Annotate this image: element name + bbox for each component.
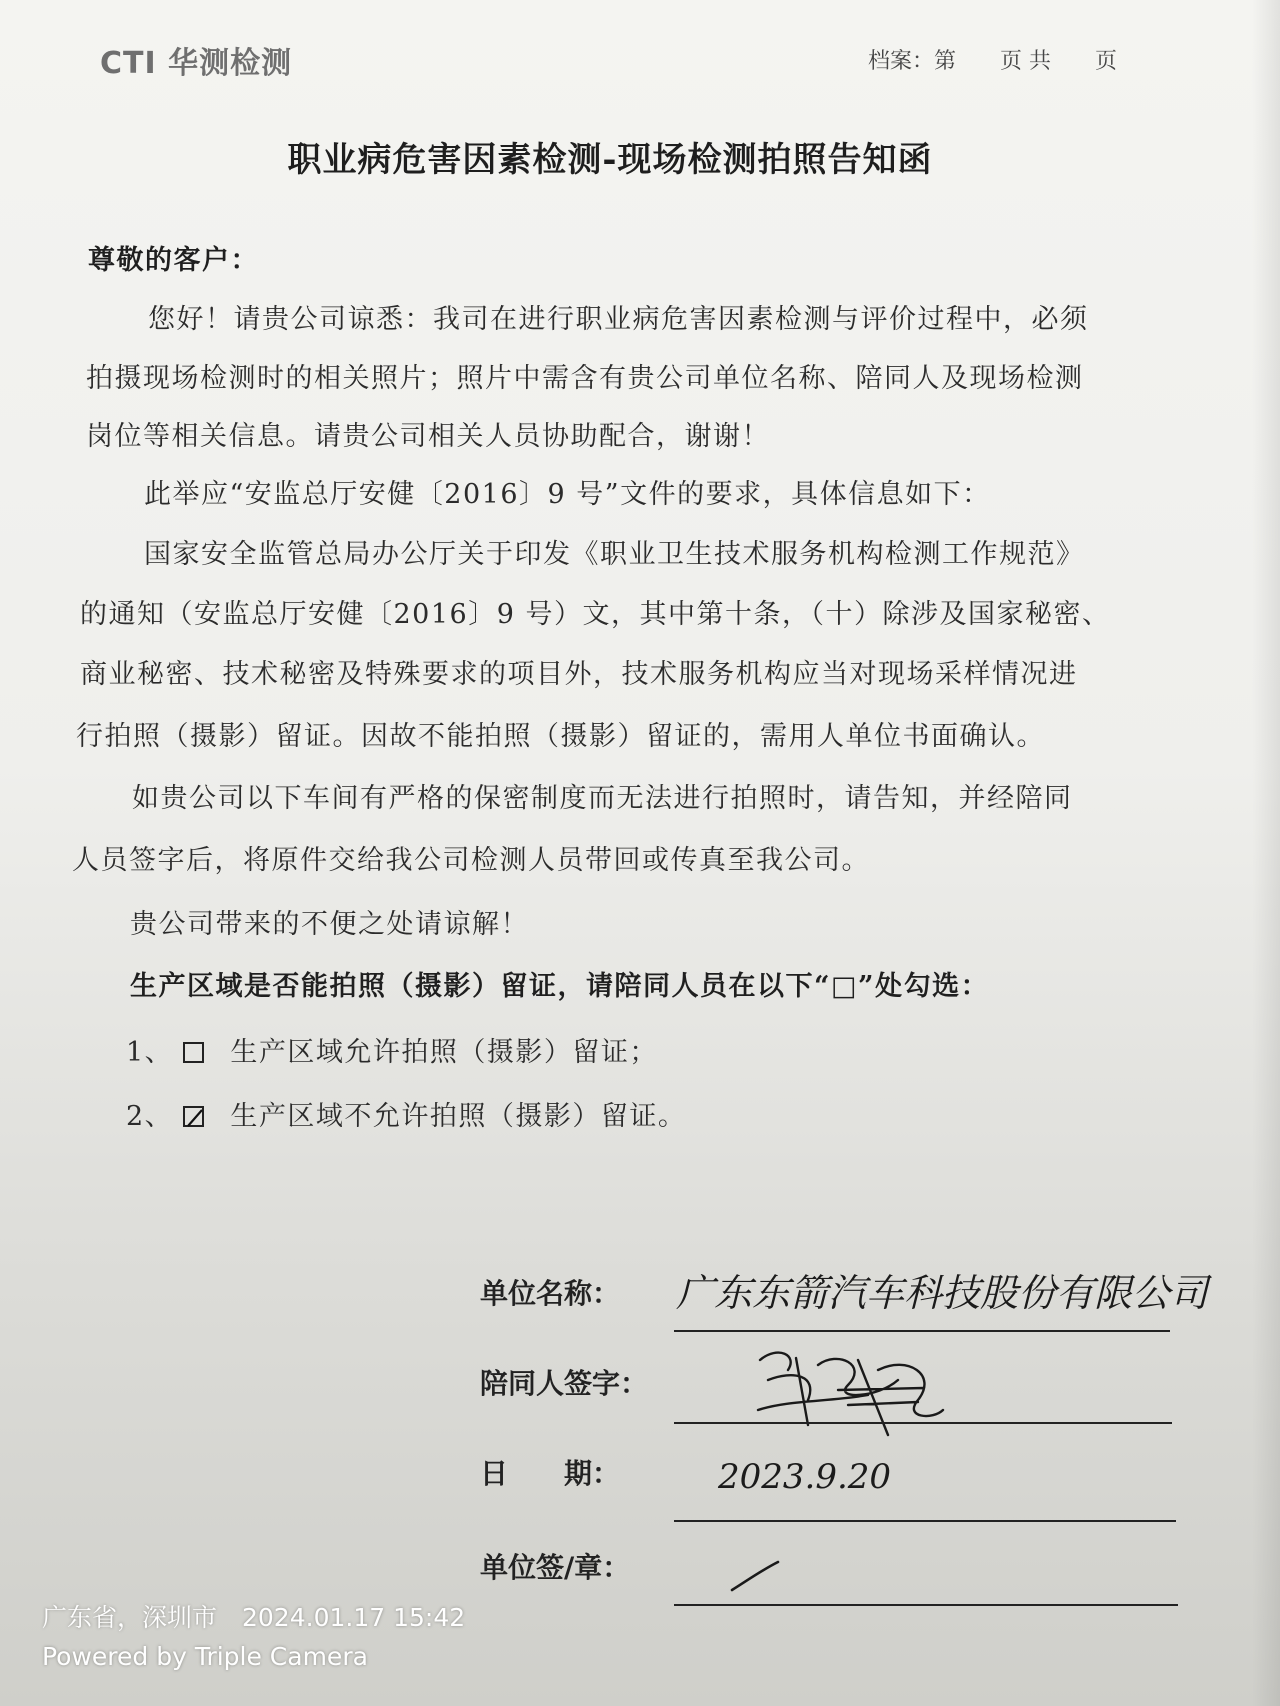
company-name-handwritten — [676, 1262, 1209, 1326]
company-name-line — [674, 1330, 1170, 1332]
disallow-photo-checkbox[interactable] — [183, 1106, 204, 1127]
checkbox-instruction: 生产区域是否能拍照（摄影）留证，请陪同人员在以下“□”处勾选： — [130, 971, 990, 1002]
body-line: 如贵公司以下车间有严格的保密制度而无法进行拍照时，请告知，并经陪同 — [132, 783, 1073, 814]
option-text: 生产区域不允许拍照（摄影）留证。 — [230, 1101, 687, 1132]
date-handwriting — [718, 1448, 898, 1508]
body-line: 拍摄现场检测时的相关照片；照片中需含有贵公司单位名称、陪同人及现场检测 — [86, 363, 1084, 394]
seal-label: 单位签/章： — [480, 1551, 631, 1584]
body-line: 行拍照（摄影）留证。因故不能拍照（摄影）留证的，需用人单位书面确认。 — [76, 721, 1045, 752]
body-line: 贵公司带来的不便之处请谅解！ — [130, 909, 529, 940]
date-handwritten — [718, 1448, 898, 1512]
escort-signature — [748, 1340, 948, 1454]
company-name-label: 单位名称： — [480, 1277, 621, 1310]
company-name-text: 广东东箭汽车科技股份有限公司 — [676, 1271, 1209, 1315]
allow-photo-checkbox[interactable] — [183, 1042, 204, 1063]
company-logo: CTI 华测检测 — [100, 46, 293, 81]
archive-page-info: 档案：第 页 共 页 — [868, 49, 1117, 74]
document-title: 职业病危害因素检测-现场检测拍照告知函 — [287, 140, 933, 180]
body-line: 商业秘密、技术秘密及特殊要求的项目外，技术服务机构应当对现场采样情况进 — [80, 659, 1078, 690]
option-number: 1、 — [126, 1037, 174, 1068]
date-line — [674, 1520, 1176, 1522]
seal-stroke — [728, 1556, 788, 1600]
body-line: 岗位等相关信息。请贵公司相关人员协助配合，谢谢！ — [86, 421, 770, 452]
photo-app-watermark: Powered by Triple Camera — [42, 1642, 368, 1671]
body-line: 您好！请贵公司谅悉：我司在进行职业病危害因素检测与评价过程中，必须 — [148, 304, 1089, 335]
date-label: 日 期： — [480, 1457, 621, 1490]
body-line: 人员签字后，将原件交给我公司检测人员带回或传真至我公司。 — [72, 845, 870, 876]
date-text: 2023.9.20 — [718, 1457, 892, 1497]
seal-line — [674, 1604, 1178, 1606]
escort-signature-line — [674, 1422, 1172, 1424]
company-name-handwriting — [676, 1262, 1209, 1322]
checkmark-icon — [185, 1108, 206, 1129]
option-number: 2、 — [126, 1101, 174, 1132]
seal-mark — [728, 1556, 788, 1596]
option-allow — [126, 1030, 658, 1069]
option-text: 生产区域允许拍照（摄影）留证； — [230, 1037, 658, 1068]
signature-scribble — [748, 1340, 948, 1450]
body-line: 国家安全监管总局办公厅关于印发《职业卫生技术服务机构检测工作规范》 — [144, 539, 1085, 570]
body-line: 的通知（安监总厅安健〔2016〕9 号）文，其中第十条，（十）除涉及国家秘密、 — [80, 599, 1111, 630]
body-line: 此举应“安监总厅安健〔2016〕9 号”文件的要求，具体信息如下： — [144, 479, 991, 510]
photo-location-timestamp: 广东省，深圳市 2024.01.17 15:42 — [42, 1603, 466, 1632]
paper-edge-shadow — [1252, 0, 1280, 1706]
salutation: 尊敬的客户： — [88, 245, 259, 276]
option-disallow — [126, 1094, 686, 1133]
escort-signature-label: 陪同人签字： — [480, 1367, 649, 1400]
